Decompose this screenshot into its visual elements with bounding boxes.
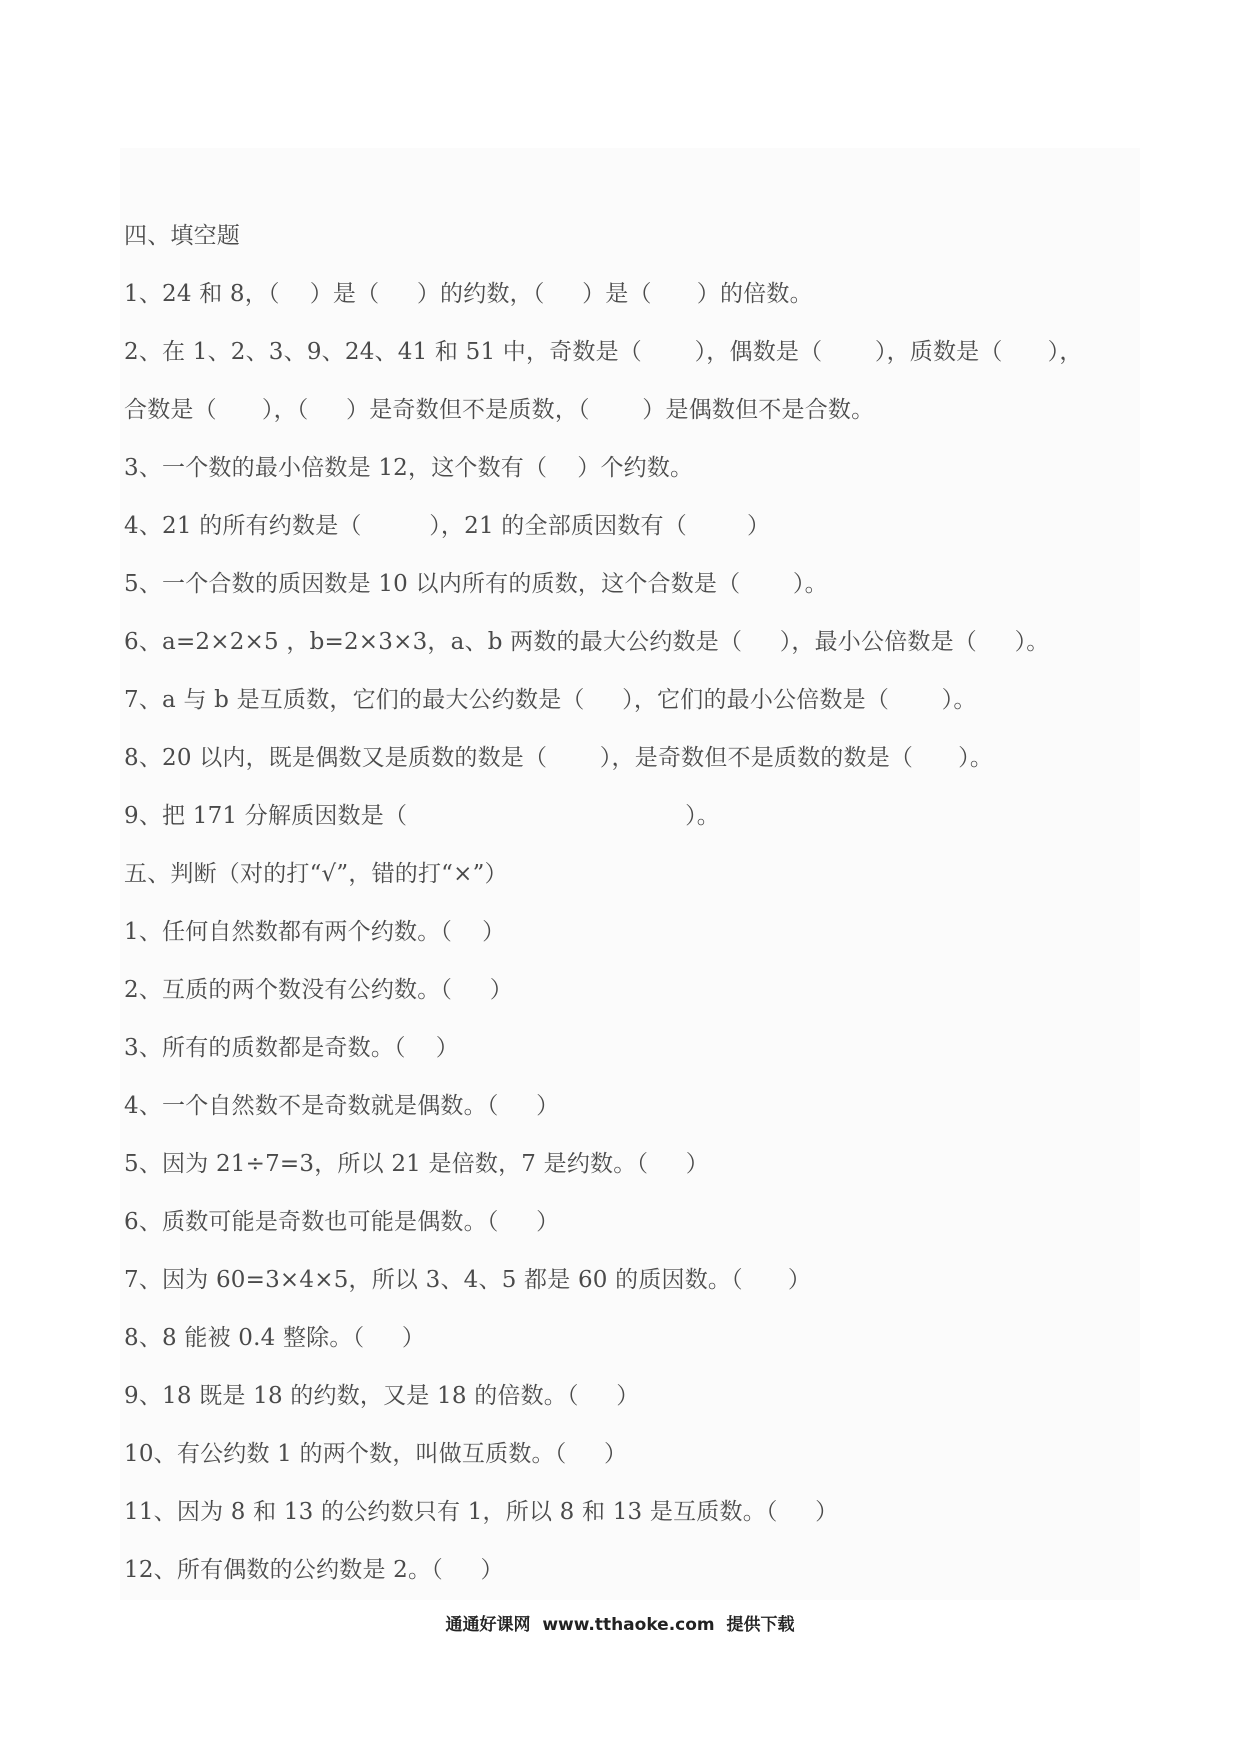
fill-question-1: 1、24 和 8，（ ）是（ ）的约数，（ ）是（ ）的倍数。 [124, 281, 813, 307]
fill-question-7: 7、a 与 b 是互质数，它们的最大公约数是（ ），它们的最小公倍数是（ ）。 [124, 687, 977, 713]
judge-question-12: 12、所有偶数的公约数是 2。（ ） [124, 1557, 504, 1583]
judge-question-9: 9、18 既是 18 的约数，又是 18 的倍数。（ ） [124, 1383, 640, 1409]
fill-question-2-continued: 合数是（ ），（ ）是奇数但不是质数，（ ）是偶数但不是合数。 [124, 397, 875, 423]
judge-question-3: 3、所有的质数都是奇数。（ ） [124, 1035, 459, 1061]
fill-question-4: 4、21 的所有约数是（ ），21 的全部质因数有（ ） [124, 513, 771, 539]
fill-question-9: 9、把 171 分解质因数是（ ）。 [124, 803, 720, 829]
fill-question-5: 5、一个合数的质因数是 10 以内所有的质数，这个合数是（ ）。 [124, 571, 828, 597]
judge-question-5: 5、因为 21÷7=3，所以 21 是倍数，7 是约数。（ ） [124, 1151, 709, 1177]
judge-question-1: 1、任何自然数都有两个约数。（ ） [124, 919, 506, 945]
footer-download-note: 通通好课网 www.tthaoke.com 提供下载 [445, 1615, 795, 1635]
section-5-heading: 五、判断（对的打“√”，错的打“×”） [124, 861, 508, 887]
section-4-heading: 四、填空题 [124, 223, 240, 249]
fill-question-8: 8、20 以内，既是偶数又是质数的数是（ ），是奇数但不是质数的数是（ ）。 [124, 745, 994, 771]
judge-question-8: 8、8 能被 0.4 整除。（ ） [124, 1325, 426, 1351]
judge-question-7: 7、因为 60=3×4×5，所以 3、4、5 都是 60 的质因数。（ ） [124, 1267, 812, 1293]
fill-question-2: 2、在 1、2、3、9、24、41 和 51 中，奇数是（ ），偶数是（ ），质数是（ ）， [124, 339, 1083, 365]
fill-question-3: 3、一个数的最小倍数是 12，这个数有（ ）个约数。 [124, 455, 694, 481]
judge-question-6: 6、质数可能是奇数也可能是偶数。（ ） [124, 1209, 560, 1235]
judge-question-10: 10、有公约数 1 的两个数，叫做互质数。（ ） [124, 1441, 628, 1467]
judge-question-2: 2、互质的两个数没有公约数。（ ） [124, 977, 513, 1003]
judge-question-11: 11、因为 8 和 13 的公约数只有 1，所以 8 和 13 是互质数。（ ） [124, 1499, 839, 1525]
judge-question-4: 4、一个自然数不是奇数就是偶数。（ ） [124, 1093, 560, 1119]
fill-question-6: 6、a=2×2×5 ，b=2×3×3，a、b 两数的最大公约数是（ ），最小公倍数是（ ）。 [124, 629, 1050, 655]
